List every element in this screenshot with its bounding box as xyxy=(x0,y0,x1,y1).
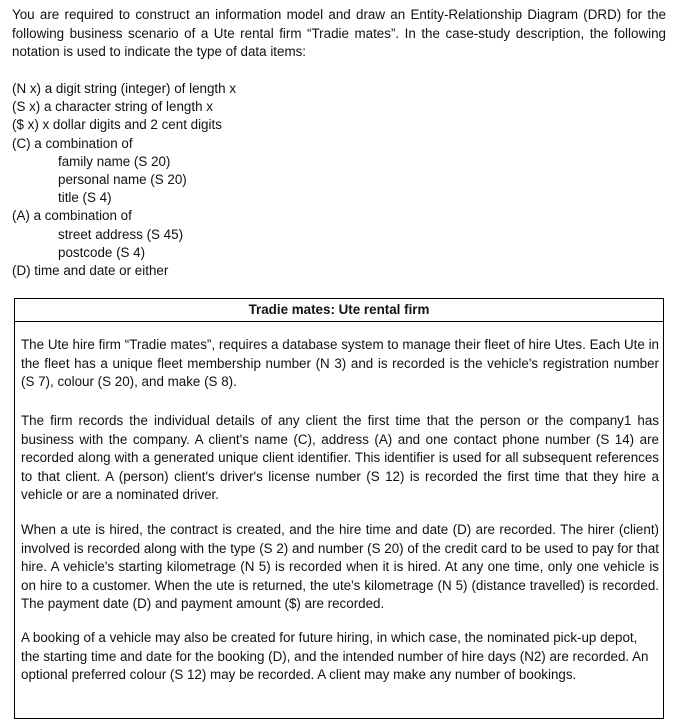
notation-c-item: family name (S 20) xyxy=(58,153,171,169)
notation-c: (C) a combination of xyxy=(12,135,133,151)
case-study-title: Tradie mates: Ute rental firm xyxy=(15,299,663,322)
notation-dollar: ($ x) x dollar digits and 2 cent digits xyxy=(12,117,222,133)
notation-a: (A) a combination of xyxy=(12,208,132,224)
notation-c-item: personal name (S 20) xyxy=(58,172,187,188)
case-study-paragraph: The firm records the individual details of any client the first time that the person or the company1 has business with the company. A client's name (C), address (A) and one contact phone number (S 14) are recorded along with a generated unique client identifier. This identifier is used for all subsequent references to that client. A (person) client's driver's license number (S 12) is recorded the first time that they hire a vehicle or are a nominated driver. xyxy=(21,413,659,502)
notation-c-item: title (S 4) xyxy=(58,190,112,206)
notation-a-item: street address (S 45) xyxy=(58,226,184,242)
notation-d: (D) time and date or either xyxy=(12,263,169,279)
case-study-paragraph: When a ute is hired, the contract is created, and the hire time and date (D) are recorded. The hirer (client) involved is recorded along with the type (S 2) and number (S 20) of the credit card to be used to pay for that hire. A vehicle's starting kilometrage (N 5) is recorded when it is hired. At any one time, only one vehicle is on hire to a customer. When the ute is returned, the ute's kilometrage (N 5) (distance travelled) is recorded. The payment date (D) and payment amount ($) are recorded. xyxy=(21,522,659,611)
case-study-box xyxy=(14,298,664,719)
notation-s: (S x) a character string of length x xyxy=(12,99,213,115)
case-study-paragraph: The Ute hire firm “Tradie mates”, requires a database system to manage their fleet of hire Utes. Each Ute in the fleet has a unique fleet membership number (N 3) and is recorded is the vehicle's registration number (S 7), colour (S 20), and make (S 8). xyxy=(21,337,659,389)
intro-paragraph: You are required to construct an information model and draw an Entity-Relationship Diagram (DRD) for the following business scenario of a Ute rental firm “Tradie mates”. In the case-study description, the following notation is used to indicate the type of data items: xyxy=(12,7,666,59)
notation-a-item: postcode (S 4) xyxy=(58,244,146,260)
notation-list xyxy=(12,80,332,280)
notation-n: (N x) a digit string (integer) of length x xyxy=(12,81,237,96)
case-study-paragraph: A booking of a vehicle may also be created for future hiring, in which case, the nominated pick-up depot, the starting time and date for the booking (D), and the intended number of hire days (N2) are recorded. An optional preferred colour (S 12) may be recorded. A client may make any number of bookings. xyxy=(21,630,649,682)
